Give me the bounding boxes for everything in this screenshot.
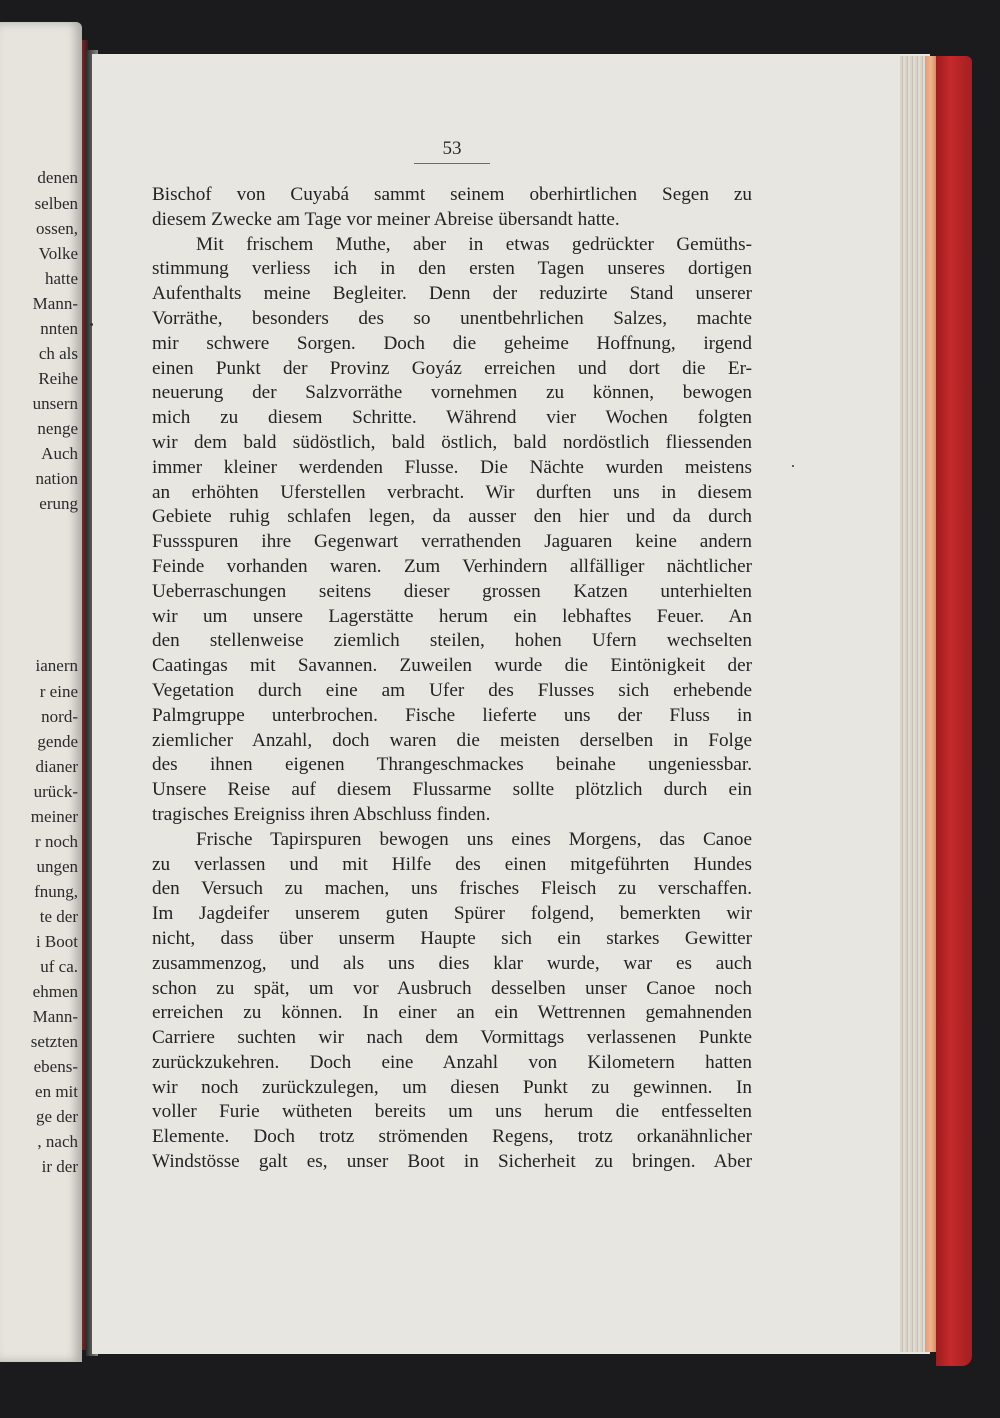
left-page-fragment: r noch (35, 832, 78, 851)
text-line: Aufenthalts meine Begleiter. Denn der reduzirte Stand unserer (152, 283, 752, 305)
text-line: Caatingas mit Savannen. Zuweilen wurde die Eintönigkeit der (152, 655, 752, 677)
left-page-fragment: ge der (35, 1107, 78, 1126)
text-line: den Versuch zu machen, uns frisches Fleisch zu verschaffen. (152, 878, 752, 900)
left-page-fragment: ehmen (32, 982, 78, 1001)
text-line: voller Furie wütheten bereits um uns herum die entfesselten (152, 1101, 752, 1123)
text-line: wir um unsere Lagerstätte herum ein lebhaftes Feuer. An (152, 605, 752, 627)
text-line: Palmgruppe unterbrochen. Fische lieferte uns der Fluss in (152, 704, 752, 726)
left-page-fragment: setzten (30, 1032, 78, 1051)
text-line: erreichen zu können. In einer an ein Wettrennen gemahnenden (152, 1002, 752, 1024)
text-line: ziemlicher Anzahl, doch waren die meisten derselben in Folge (152, 729, 752, 751)
paper-speck (792, 465, 794, 467)
text-line: Vegetation durch eine am Ufer des Flusses sich erhebende (152, 679, 752, 701)
text-line: Gebiete ruhig schlafen legen, da ausser den hier und da durch (152, 506, 752, 528)
left-page-fragment: i Boot (35, 932, 78, 951)
text-line: Bischof von Cuyabá sammt seinem oberhirtlichen Segen zu (152, 184, 752, 205)
left-page-fragment: , nach (37, 1132, 78, 1151)
left-page-fragment: denen (37, 168, 78, 187)
left-page-fragment: uf ca. (40, 957, 78, 976)
left-page-fragment: nnten (40, 319, 78, 338)
text-line: Ueberraschungen seitens dieser grossen Katzen unterhielten (152, 580, 752, 602)
left-page-fragment: ebens- (33, 1057, 78, 1076)
left-page-fragment: nation (35, 469, 78, 488)
left-page-fragment: ir der (41, 1157, 78, 1176)
left-page-fragment: meiner (30, 807, 78, 826)
text-line: Im Jagdeifer unserem guten Spürer folgend, bemerkten wir (152, 903, 752, 925)
left-page-fragment: Volke (38, 244, 78, 263)
left-page-fragment: dianer (35, 757, 78, 776)
left-page-fragment: en mit (35, 1082, 78, 1101)
text-line: Fussspuren ihre Gegenwart verrathenden Jaguaren keine andern (152, 531, 752, 553)
text-line: Elemente. Doch trotz strömenden Regens, trotz orkanähnlicher (152, 1126, 752, 1148)
left-page-fragment: fnung, (34, 882, 78, 901)
left-page-fragment: erung (39, 494, 78, 513)
left-page-fragment: ch als (38, 344, 78, 363)
text-line: zusammenzog, und als uns dies klar wurde, war es auch (152, 952, 752, 974)
text-line: Unsere Reise auf diesem Flussarme sollte plötzlich durch ein (152, 779, 752, 801)
page-number: 53 (442, 138, 462, 159)
text-line: Feinde vorhanden waren. Zum Verhindern allfälliger nächtlicher (152, 555, 752, 577)
left-page-fragment: selben (34, 194, 78, 213)
left-page-fragment: gende (37, 732, 78, 751)
left-page-fragment: te der (39, 907, 78, 926)
text-line: Mit frischem Muthe, aber in etwas gedrückter Gemüths- (196, 233, 752, 255)
text-line: wir dem bald südöstlich, bald östlich, bald nordöstlich fliessenden (152, 431, 752, 453)
left-page-fragment: Auch (41, 444, 78, 463)
left-page-fragment: hatte (44, 269, 78, 288)
text-line: mir schwere Sorgen. Doch die geheime Hoffnung, irgend (152, 332, 752, 354)
text-line: neuerung der Salzvorräthe vornehmen zu können, bewogen (152, 382, 752, 404)
text-line: des ihnen eigenen Thrangeschmackes beinahe ungeniessbar. (152, 754, 752, 776)
text-line: wir noch zurückzulegen, um diesen Punkt zu gewinnen. In (152, 1076, 752, 1098)
left-page-fragment: ungen (36, 857, 78, 876)
page-number-rule (414, 163, 490, 164)
book-cover (936, 56, 972, 1366)
text-line: den stellenweise ziemlich steilen, hohen Ufern wechselten (152, 630, 752, 652)
body-text (152, 183, 752, 1175)
text-line: schon zu spät, um vor Ausbruch desselben unser Canoe noch (152, 977, 752, 999)
text-line: an erhöhten Uferstellen verbracht. Wir durften uns in diesem (152, 481, 752, 503)
text-line: mich zu diesem Schritte. Während vier Wochen folgten (152, 407, 752, 429)
left-page-fragment: unsern (32, 394, 78, 413)
left-page-fragment: nord- (41, 707, 78, 726)
left-page-fragment: r eine (39, 682, 78, 701)
paper-speck (90, 323, 93, 326)
text-line: diesem Zwecke am Tage vor meiner Abreise übersandt hatte. (152, 208, 620, 230)
text-line: immer kleiner werdenden Flusse. Die Nächte wurden meistens (152, 456, 752, 478)
text-line: Vorräthe, besonders des so unentbehrlichen Salzes, machte (152, 307, 752, 329)
text-line: zurückzukehren. Doch eine Anzahl von Kilometern hatten (152, 1051, 752, 1073)
text-line: tragisches Ereigniss ihren Abschluss finden. (152, 803, 491, 825)
left-page-fragment: ianern (35, 656, 78, 675)
left-page-fragment: Mann- (32, 294, 78, 313)
text-line: Windstösse galt es, unser Boot in Sicherheit zu bringen. Aber (152, 1151, 752, 1173)
text-line: Carriere suchten wir nach dem Vormittags verlassenen Punkte (152, 1027, 752, 1049)
text-line: einen Punkt der Provinz Goyáz erreichen und dort die Er- (152, 357, 752, 379)
left-page-fragment: ossen, (35, 219, 78, 238)
text-line: zu verlassen und mit Hilfe des einen mitgeführten Hundes (152, 853, 752, 875)
left-page-fragment: Reihe (38, 369, 78, 388)
left-page-fragment: Mann- (32, 1007, 78, 1026)
text-line: stimmung verliess ich in den ersten Tagen unseres dortigen (152, 258, 752, 280)
left-page (0, 22, 82, 1362)
left-page-fragment: urück- (33, 782, 78, 801)
left-page-fragment: nenge (37, 419, 78, 438)
text-line: nicht, dass über unserm Haupte sich ein starkes Gewitter (152, 927, 752, 949)
text-line: Frische Tapirspuren bewogen uns eines Morgens, das Canoe (196, 828, 752, 850)
